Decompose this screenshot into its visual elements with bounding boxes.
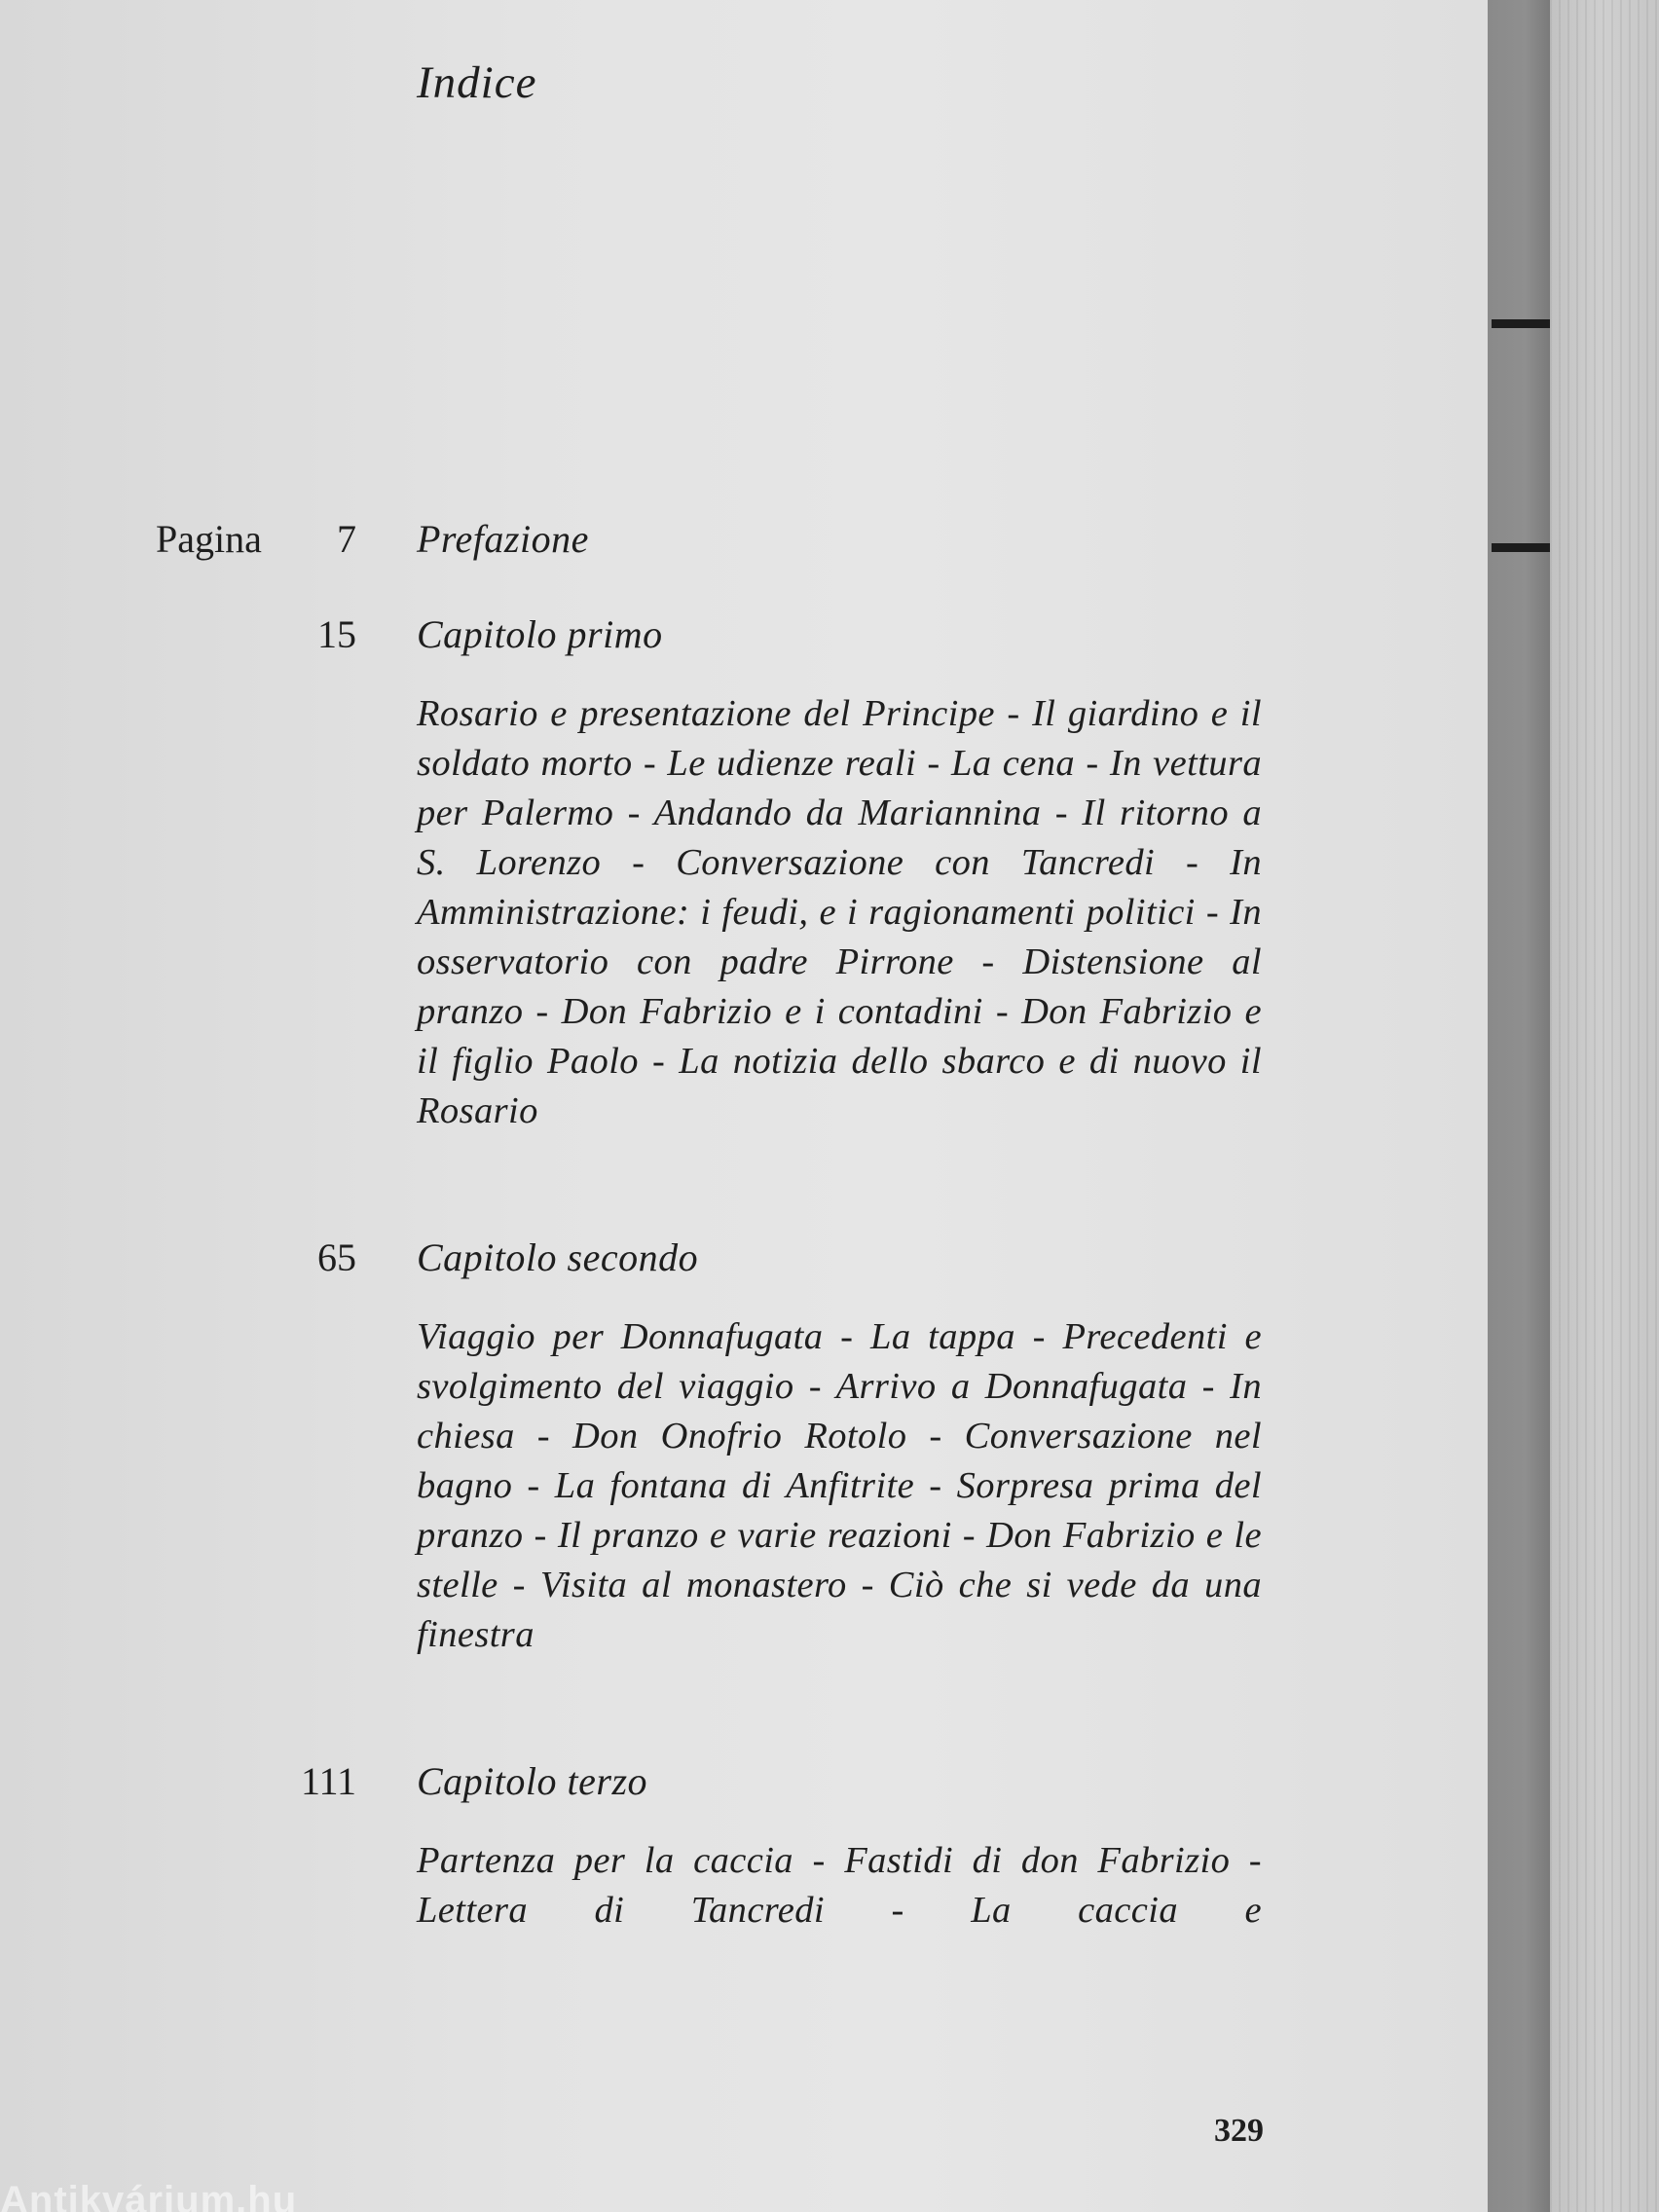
edge-mark xyxy=(1492,319,1550,328)
entry-description: Viaggio per Donnafugata - La tappa - Precedenti e svolgimento del viaggio - Arrivo a Donnafugata - In chiesa - Don Onofrio Rotolo - Conversazione nel bagno - La fontana di Anfitrite - Sorpresa prima del pranzo - Il pranzo e varie reazioni - Don Fabrizio e le stelle - Visita al monastero - Ciò che si vede da una finestra xyxy=(417,1316,1262,1655)
entry-description: Rosario e presentazione del Principe - Il giardino e il soldato morto - Le udienze reali - La cena - In vettura per Palermo - Andando da Mariannina - Il ritorno a S. Lorenzo - Conversazione con Tancredi - In Amministrazione: i feudi, e i ragionamenti politici - In osservatorio con padre Pirrone - Distensione al pranzo - Don Fabrizio e i contadini - Don Fabrizio e il figlio Paolo - La notizia dello sbarco e di nuovo il Rosario xyxy=(417,693,1262,1131)
entry-description: Partenza per la caccia - Fastidi di don Fabrizio - Lettera di Tancredi - La caccia e xyxy=(417,1840,1262,1931)
entry-page-number: 7 xyxy=(337,517,356,561)
page-edge-strip xyxy=(1488,0,1550,2212)
entry-heading: Capitolo terzo xyxy=(417,1759,648,1803)
edge-mark xyxy=(1492,543,1550,552)
entry-heading: Capitolo secondo xyxy=(417,1235,699,1279)
entry-heading: Prefazione xyxy=(417,517,589,561)
watermark: Antikvárium.hu xyxy=(0,2179,298,2212)
entry-page-number: 15 xyxy=(317,612,356,656)
index-title: Indice xyxy=(417,57,537,108)
page-label: Pagina xyxy=(156,517,262,561)
entry-page-number: 111 xyxy=(300,1759,356,1803)
entry-page-number: 65 xyxy=(317,1235,356,1279)
entry-heading: Capitolo primo xyxy=(417,612,663,656)
background-wood xyxy=(1550,0,1659,2212)
page-folio-number: 329 xyxy=(1214,2113,1264,2149)
